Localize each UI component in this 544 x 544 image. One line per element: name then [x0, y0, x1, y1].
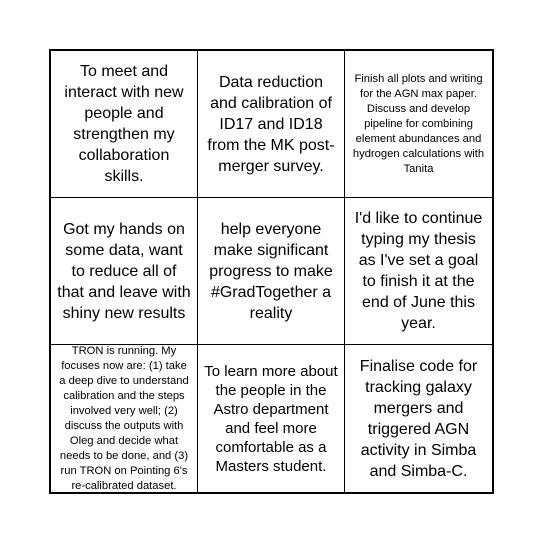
bingo-cell-r1c3[interactable] — [345, 51, 492, 198]
bingo-board — [49, 49, 494, 494]
cell-text: To meet and interact with new people and strengthen my collaboration skills. — [64, 63, 184, 185]
bingo-cell-r2c2[interactable] — [198, 198, 345, 345]
bingo-cell-r1c1[interactable] — [51, 51, 198, 198]
bingo-cell-r3c1[interactable] — [51, 345, 198, 492]
cell-text: Finish all plots and writing for the AGN max paper. Discuss and develop pipeline for combining element abundances and hydrogen calculations with Tanita — [352, 72, 485, 175]
cell-text: Finalise code for tracking galaxy mergers and triggered AGN activity in Simba and Simba-C. — [359, 357, 478, 480]
bingo-cell-r3c3[interactable] — [345, 345, 492, 492]
cell-text: Got my hands on some data, want to reduce all of that and leave with shiny new results — [57, 220, 191, 322]
cell-text: TRON is running. My focuses now are: (1) take a deep dive to understand calibration and the steps involved very well; (2) discuss the outputs with Oleg and decide what needs to be done, and (3) run TRON on Pointing 6's re-calibrated dataset. — [59, 345, 189, 492]
cell-text: To learn more about the people in the Astro department and feel more comfortable as a Masters student. — [204, 362, 338, 475]
bingo-cell-r3c2[interactable] — [198, 345, 345, 492]
bingo-cell-r1c2[interactable] — [198, 51, 345, 198]
cell-text: Data reduction and calibration of ID17 and ID18 from the MK post-merger survey. — [207, 73, 335, 175]
bingo-cell-r2c1[interactable] — [51, 198, 198, 345]
cell-text: help everyone make significant progress to make #GradTogether a reality — [209, 220, 333, 322]
bingo-cell-r2c3[interactable] — [345, 198, 492, 345]
cell-text: I'd like to continue typing my thesis as I've set a goal to finish it at the end of June this year. — [354, 210, 483, 332]
